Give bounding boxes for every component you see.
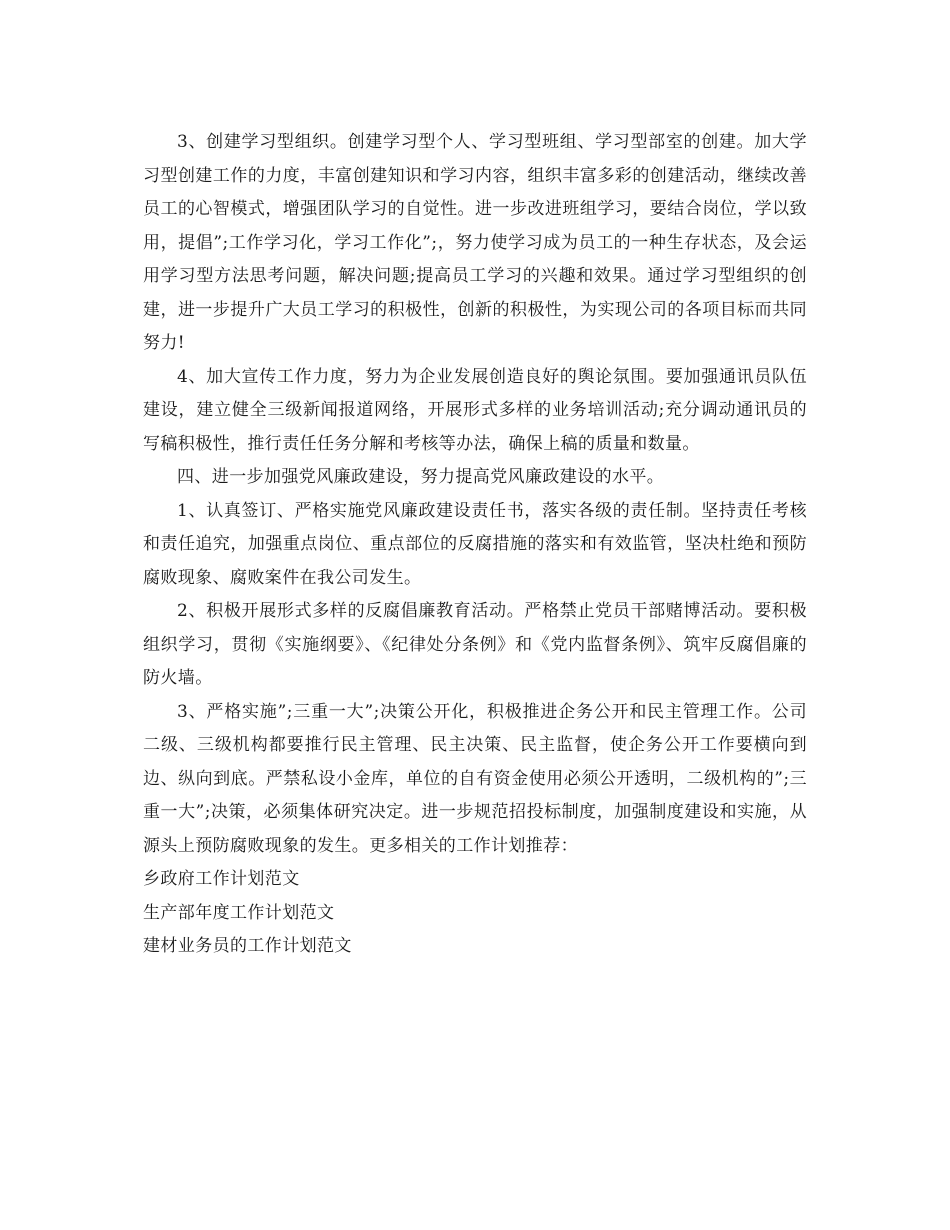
paragraph-responsibility: 1、认真签订、严格实施党风廉政建设责任书，落实各级的责任制。坚持责任考核和责任追究，加强重点岗位、重点部位的反腐措施的落实和有效监管，坚决杜绝和预防腐败现象、腐败案件在我公司发生。 — [143, 500, 807, 588]
paragraph-learning-organization: 3、创建学习型组织。创建学习型个人、学习型班组、学习型部室的创建。加大学习型创建工作的力度，丰富创建知识和学习内容，组织丰富多彩的创建活动，继续改善员工的心智模式，增强团队学习的自觉性。进一步改进班组学习，要结合岗位，学以致用，提倡”;工作学习化，学习工作化”;，努力使学习成为员工的一种生存状态，及会运用学习型方法思考问题，解决问题;提高员工学习的兴趣和效果。通过学习型组织的创建，进一步提升广大员工学习的积极性，创新的积极性，为实现公司的各项目标而共同努力! — [143, 132, 807, 353]
paragraph-decision-disclosure: 3、严格实施”;三重一大”;决策公开化，积极推进企务公开和民主管理工作。公司二级、三级机构都要推行民主管理、民主决策、民主监督，使企务公开工作要横向到边、纵向到底。严禁私设小金库，单位的自有资金使用必须公开透明，二级机构的”;三重一大”;决策，必须集体研究决定。进一步规范招投标制度，加强制度建设和实施，从源头上预防腐败现象的发生。更多相关的工作计划推荐： — [143, 701, 807, 856]
section-heading: 四、进一步加强党风廉政建设，努力提高党风廉政建设的水平。 — [177, 467, 665, 487]
paragraph-publicity: 4、加大宣传工作力度，努力为企业发展创造良好的舆论氛围。要加强通讯员队伍建设，建立健全三级新闻报道网络，开展形式多样的业务培训活动;充分调动通讯员的写稿积极性，推行责任任务分解和考核等办法，确保上稿的质量和数量。 — [143, 366, 807, 454]
paragraph-anti-corruption-education: 2、积极开展形式多样的反腐倡廉教育活动。严格禁止党员干部赌博活动。要积极组织学习，贯彻《实施纲要》、《纪律处分条例》和《党内监督条例》、筑牢反腐倡廉的防火墙。 — [143, 601, 807, 688]
related-link-building-materials-plan[interactable]: 建材业务员的工作计划范文 — [143, 936, 352, 956]
document-body — [143, 126, 807, 964]
related-link-production-plan[interactable]: 生产部年度工作计划范文 — [143, 902, 335, 923]
related-link-township-plan[interactable]: 乡政府工作计划范文 — [143, 869, 300, 889]
